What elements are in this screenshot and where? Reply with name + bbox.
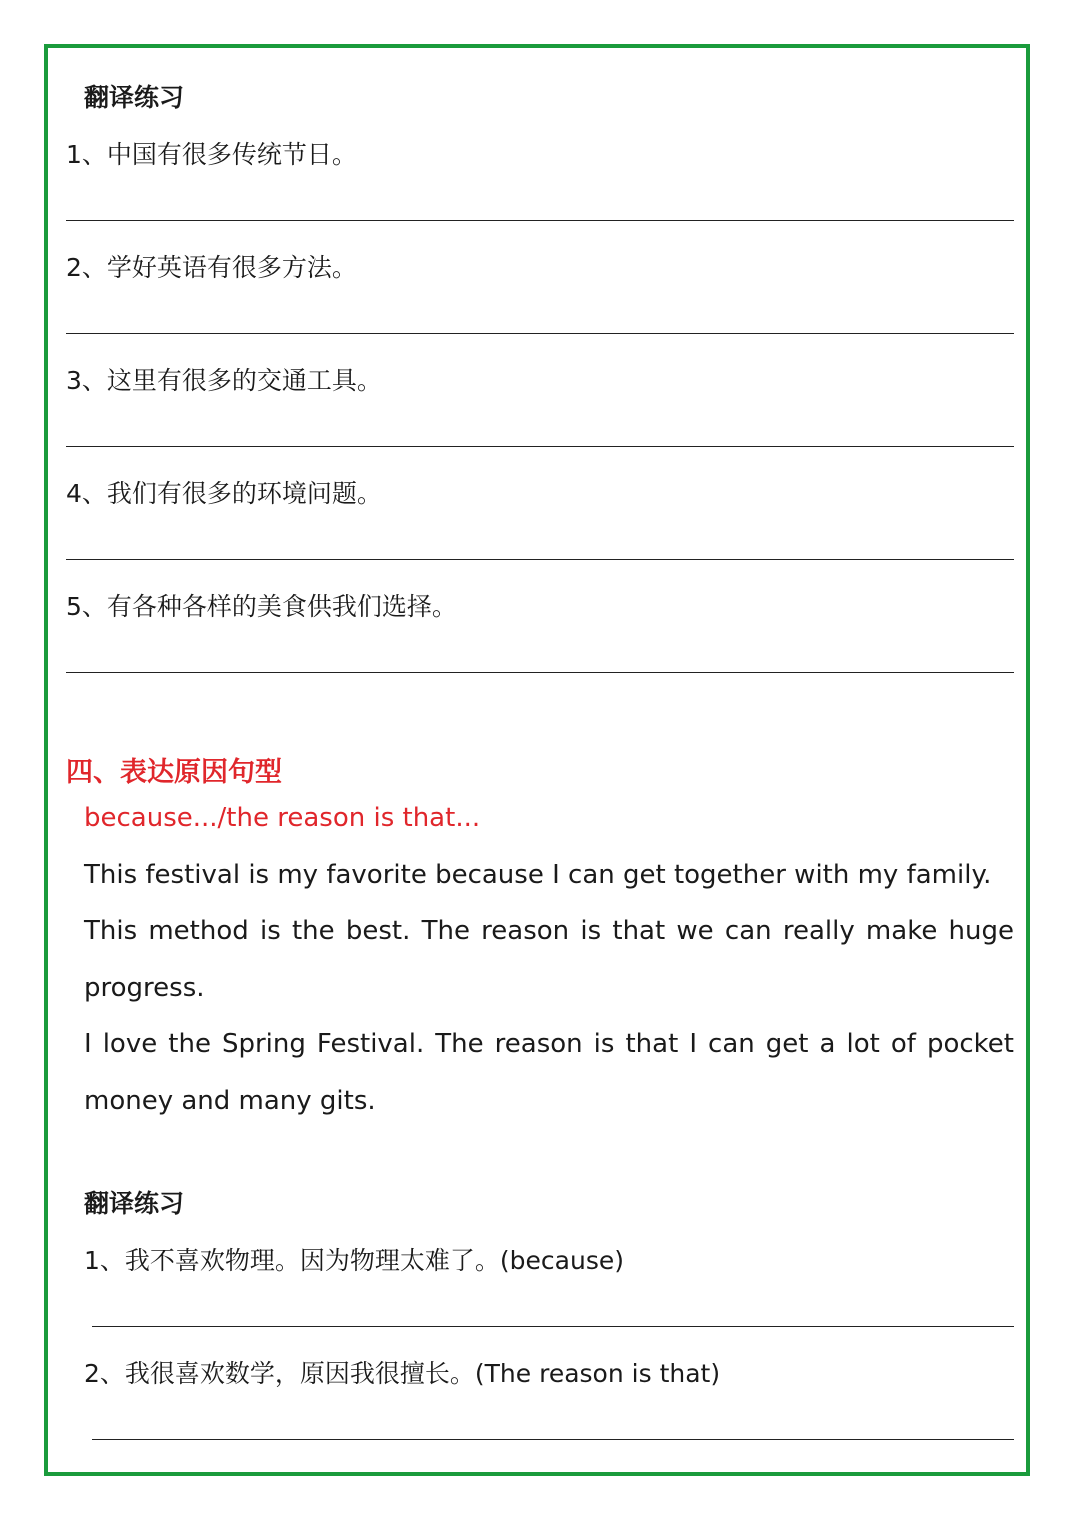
answer-line-7[interactable] — [92, 1439, 1014, 1440]
example-sentence-1: This festival is my favorite because I can get together with my family. — [84, 860, 992, 890]
practice2-item-2: 2、我很喜欢数学，原因我很擅长。(The reason is that) — [84, 1359, 721, 1388]
answer-line-4[interactable] — [66, 559, 1014, 560]
answer-line-3[interactable] — [66, 446, 1014, 447]
practice-heading-2: 翻译练习 — [84, 1189, 185, 1218]
answer-line-1[interactable] — [66, 220, 1014, 221]
section-title: 四、表达原因句型 — [66, 757, 282, 788]
answer-line-5[interactable] — [66, 672, 1014, 673]
answer-line-6[interactable] — [92, 1326, 1014, 1327]
practice-item-3: 3、这里有很多的交通工具。 — [66, 366, 382, 395]
practice2-item-1: 1、我不喜欢物理。因为物理太难了。(because) — [84, 1246, 624, 1275]
practice-item-2: 2、学好英语有很多方法。 — [66, 253, 357, 282]
practice-item-1: 1、中国有很多传统节日。 — [66, 140, 357, 169]
practice-item-4: 4、我们有很多的环境问题。 — [66, 479, 382, 508]
sentence-pattern: because.../the reason is that... — [84, 803, 481, 833]
practice-heading: 翻译练习 — [84, 83, 185, 112]
answer-line-2[interactable] — [66, 333, 1014, 334]
example-sentence-2: This method is the best. The reason is that we can really make huge progress. — [84, 916, 1014, 1003]
practice-item-5: 5、有各种各样的美食供我们选择。 — [66, 592, 457, 621]
example-sentence-3: I love the Spring Festival. The reason is that I can get a lot of pocket money and many gits. — [84, 1029, 1014, 1116]
